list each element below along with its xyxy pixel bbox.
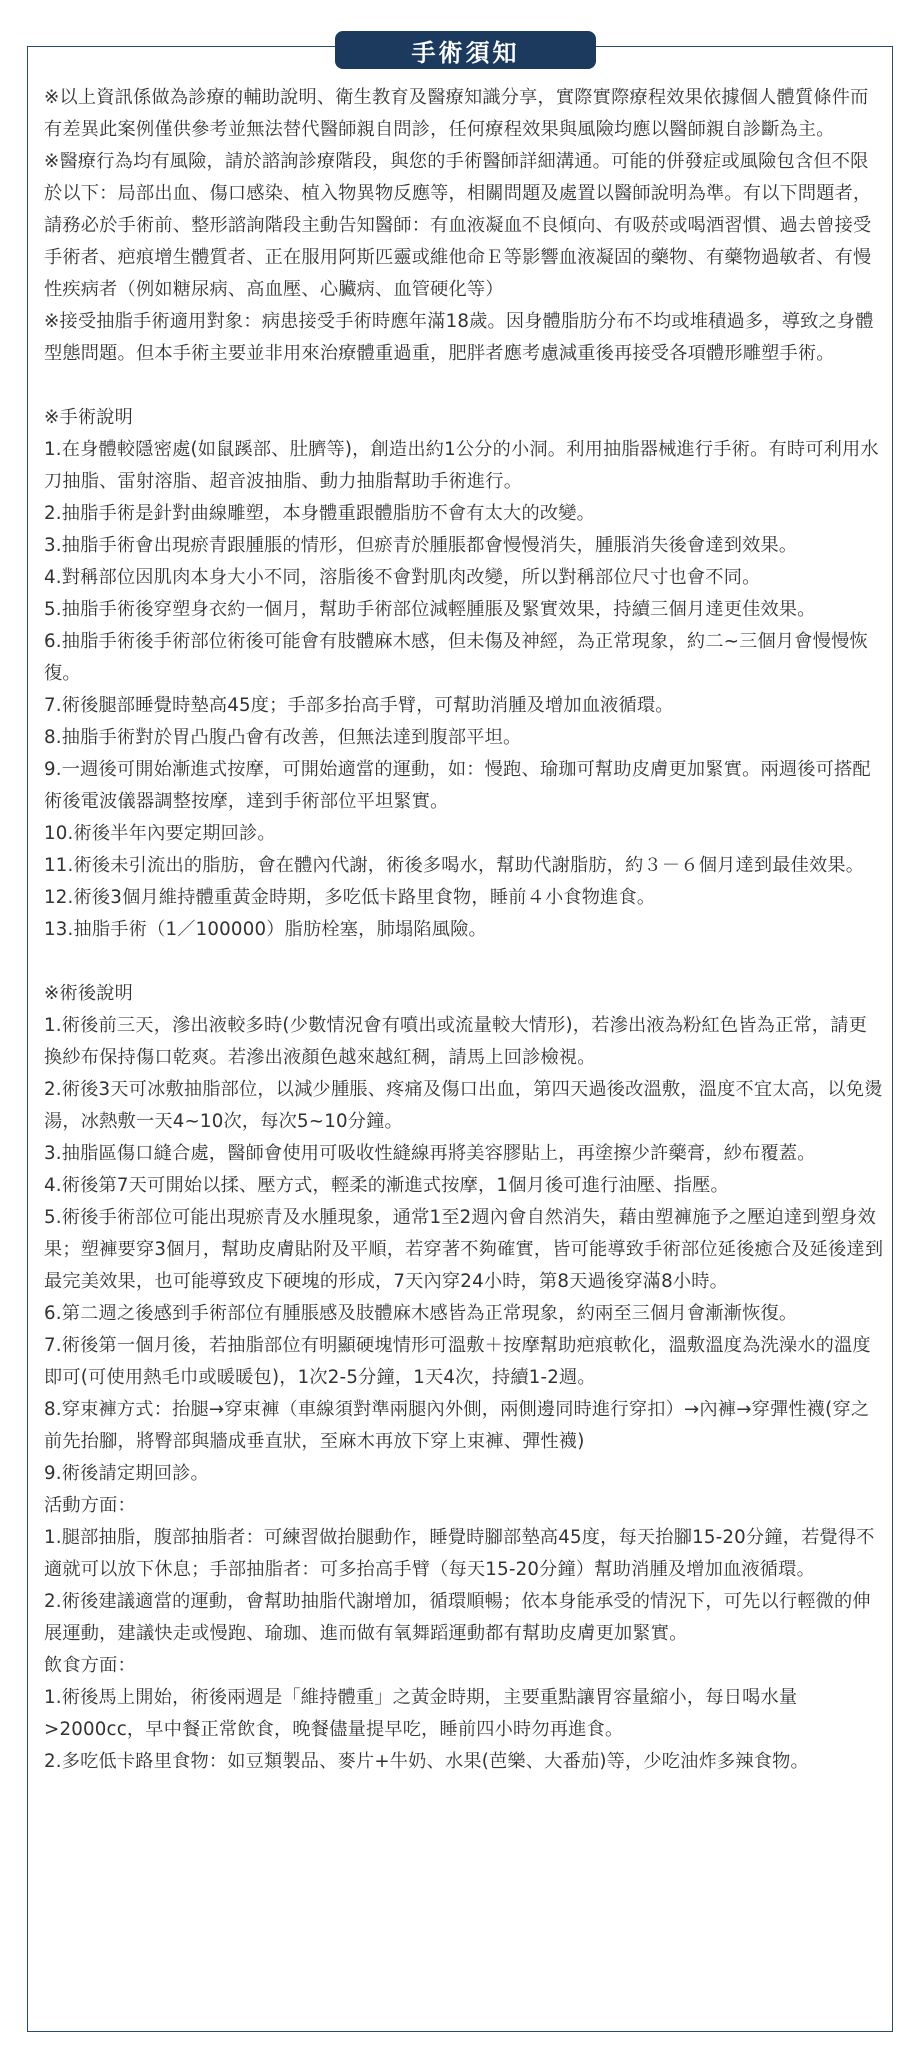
postop-heading: ※術後說明: [44, 983, 133, 1004]
diet-item: 1.術後馬上開始，術後兩週是「維持體重」之黃金時期，主要重點讓胃容量縮小，每日喝水量>2000cc，早中餐正常飲食，晚餐儘量提早吃，睡前四小時勿再進食。: [44, 1687, 798, 1740]
surgery-item: 12.術後3個月維持體重黃金時期，多吃低卡路里食物，睡前４小食物進食。: [44, 887, 656, 908]
postop-item: 7.術後第一個月後，若抽脂部位有明顯硬塊情形可溫敷＋按摩幫助疤痕軟化，溫敷溫度為洗澡水的溫度即可(可使用熱毛巾或暖暖包)，1次2-5分鐘，1天4次，持續1-2週。: [44, 1335, 871, 1388]
surgery-item: 8.抽脂手術對於胃凸腹凸會有改善，但無法達到腹部平坦。: [44, 727, 522, 748]
disclaimer-paragraph: ※以上資訊係做為診療的輔助說明、衛生教育及醫療知識分享，實際實際療程效果依據個人體質條件而有差異此案例僅供參考並無法替代醫師親自問診，任何療程效果與風險均應以醫師親自診斷為主。: [44, 87, 869, 140]
surgery-item: 7.術後腿部睡覺時墊高45度；手部多抬高手臂，可幫助消腫及增加血液循環。: [44, 695, 674, 716]
surgery-item: 9.一週後可開始漸進式按摩，可開始適當的運動，如：慢跑、瑜珈可幫助皮膚更加緊實。兩週後可搭配術後電波儀器調整按摩，達到手術部位平坦緊實。: [44, 759, 871, 812]
disclaimer-paragraph: ※醫療行為均有風險，請於諮詢診療階段，與您的手術醫師詳細溝通。可能的併發症或風險包含但不限於以下：局部出血、傷口感染、植入物異物反應等，相關問題及處置以醫師說明為準。有以下問題者，請務必於手術前、整形諮詢階段主動告知醫師：有血液凝血不良傾向、有吸菸或喝酒習慣、過去曾接受手術者、疤痕增生體質者、正在服用阿斯匹靈或維他命Ｅ等影響血液凝固的藥物、有藥物過敏者、有慢性疾病者（例如糖尿病、高血壓、心臟病、血管硬化等）: [44, 151, 872, 300]
surgery-item: 13.抽脂手術（1／100000）脂肪栓塞，肺塌陷風險。: [44, 919, 487, 940]
surgery-item: 11.術後未引流出的脂肪，會在體內代謝，術後多喝水，幫助代謝脂肪，約３－６個月達到最佳效果。: [44, 855, 865, 876]
postop-item: 3.抽脂區傷口縫合處，醫師會使用可吸收性縫線再將美容膠貼上，再塗擦少許藥膏，紗布覆蓋。: [44, 1143, 816, 1164]
surgery-item: 2.抽脂手術是針對曲線雕塑，本身體重跟體脂肪不會有太大的改變。: [44, 503, 595, 524]
activity-heading: 活動方面：: [44, 1495, 136, 1516]
diet-heading: 飲食方面：: [44, 1655, 136, 1676]
activity-item: 2.術後建議適當的運動，會幫助抽脂代謝增加，循環順暢；依本身能承受的情況下，可先以行輕微的伸展運動，建議快走或慢跑、瑜珈、進而做有氧舞蹈運動都有幫助皮膚更加緊實。: [44, 1591, 871, 1644]
diet-item: 2.多吃低卡路里食物：如豆類製品、麥片+牛奶、水果(芭樂、大番茄)等，少吃油炸多辣食物。: [44, 1751, 809, 1772]
activity-item: 1.腿部抽脂，腹部抽脂者：可練習做抬腿動作，睡覺時腳部墊高45度，每天抬腳15-20分鐘，若覺得不適就可以放下休息；手部抽脂者：可多抬高手臂（每天15-20分鐘）幫助消腫及增加血液循環。: [44, 1527, 875, 1580]
postop-item: 9.術後請定期回診。: [44, 1463, 209, 1484]
surgery-item: 1.在身體較隱密處(如鼠蹊部、肚臍等)，創造出約1公分的小洞。利用抽脂器械進行手術。有時可利用水刀抽脂、雷射溶脂、超音波抽脂、動力抽脂幫助手術進行。: [44, 439, 879, 492]
disclaimer-paragraph: ※接受抽脂手術適用對象：病患接受手術時應年滿18歲。因身體脂肪分布不均或堆積過多，導致之身體型態問題。但本手術主要並非用來治療體重過重，肥胖者應考慮減重後再接受各項體形雕塑手術。: [44, 311, 874, 364]
surgery-item: 4.對稱部位因肌肉本身大小不同，溶脂後不會對肌肉改變，所以對稱部位尺寸也會不同。: [44, 567, 761, 588]
surgery-item: 5.抽脂手術後穿塑身衣約一個月，幫助手術部位減輕腫脹及緊實效果，持續三個月達更佳效果。: [44, 599, 816, 620]
notice-content: [44, 82, 884, 1778]
surgery-item: 3.抽脂手術會出現瘀青跟腫脹的情形，但瘀青於腫脹都會慢慢消失，腫脹消失後會達到效果。: [44, 535, 798, 556]
surgery-item: 10.術後半年內要定期回診。: [44, 823, 276, 844]
surgery-item: 6.抽脂手術後手術部位術後可能會有肢體麻木感，但未傷及神經，為正常現象，約二~三個月會慢慢恢復。: [44, 631, 868, 684]
surgery-heading: ※手術說明: [44, 407, 133, 428]
postop-item: 2.術後3天可冰敷抽脂部位，以減少腫脹、疼痛及傷口出血，第四天過後改溫敷，溫度不宜太高，以免燙湯，冰熱敷一天4~10次，每次5~10分鐘。: [44, 1079, 883, 1132]
postop-item: 8.穿束褲方式：抬腿→穿束褲（車線須對準兩腿內外側，兩側邊同時進行穿扣）→內褲→穿彈性襪(穿之前先抬腳，將臀部與牆成垂直狀，至麻木再放下穿上束褲、彈性襪): [44, 1399, 870, 1452]
postop-item: 5.術後手術部位可能出現瘀青及水腫現象，通常1至2週內會自然消失，藉由塑褲施予之壓迫達到塑身效果；塑褲要穿3個月，幫助皮膚貼附及平順，若穿著不夠確實，皆可能導致手術部位延後癒合及延後達到最完美效果，也可能導致皮下硬塊的形成，7天內穿24小時，第8天過後穿滿8小時。: [44, 1207, 884, 1292]
postop-item: 4.術後第7天可開始以揉、壓方式，輕柔的漸進式按摩，1個月後可進行油壓、指壓。: [44, 1175, 729, 1196]
postop-item: 1.術後前三天，滲出液較多時(少數情況會有噴出或流量較大情形)，若滲出液為粉紅色皆為正常，請更換紗布保持傷口乾爽。若滲出液顏色越來越紅稠，請馬上回診檢視。: [44, 1015, 868, 1068]
postop-item: 6.第二週之後感到手術部位有腫脹感及肢體麻木感皆為正常現象，約兩至三個月會漸漸恢復。: [44, 1303, 798, 1324]
page-title: 手術須知: [335, 31, 596, 69]
